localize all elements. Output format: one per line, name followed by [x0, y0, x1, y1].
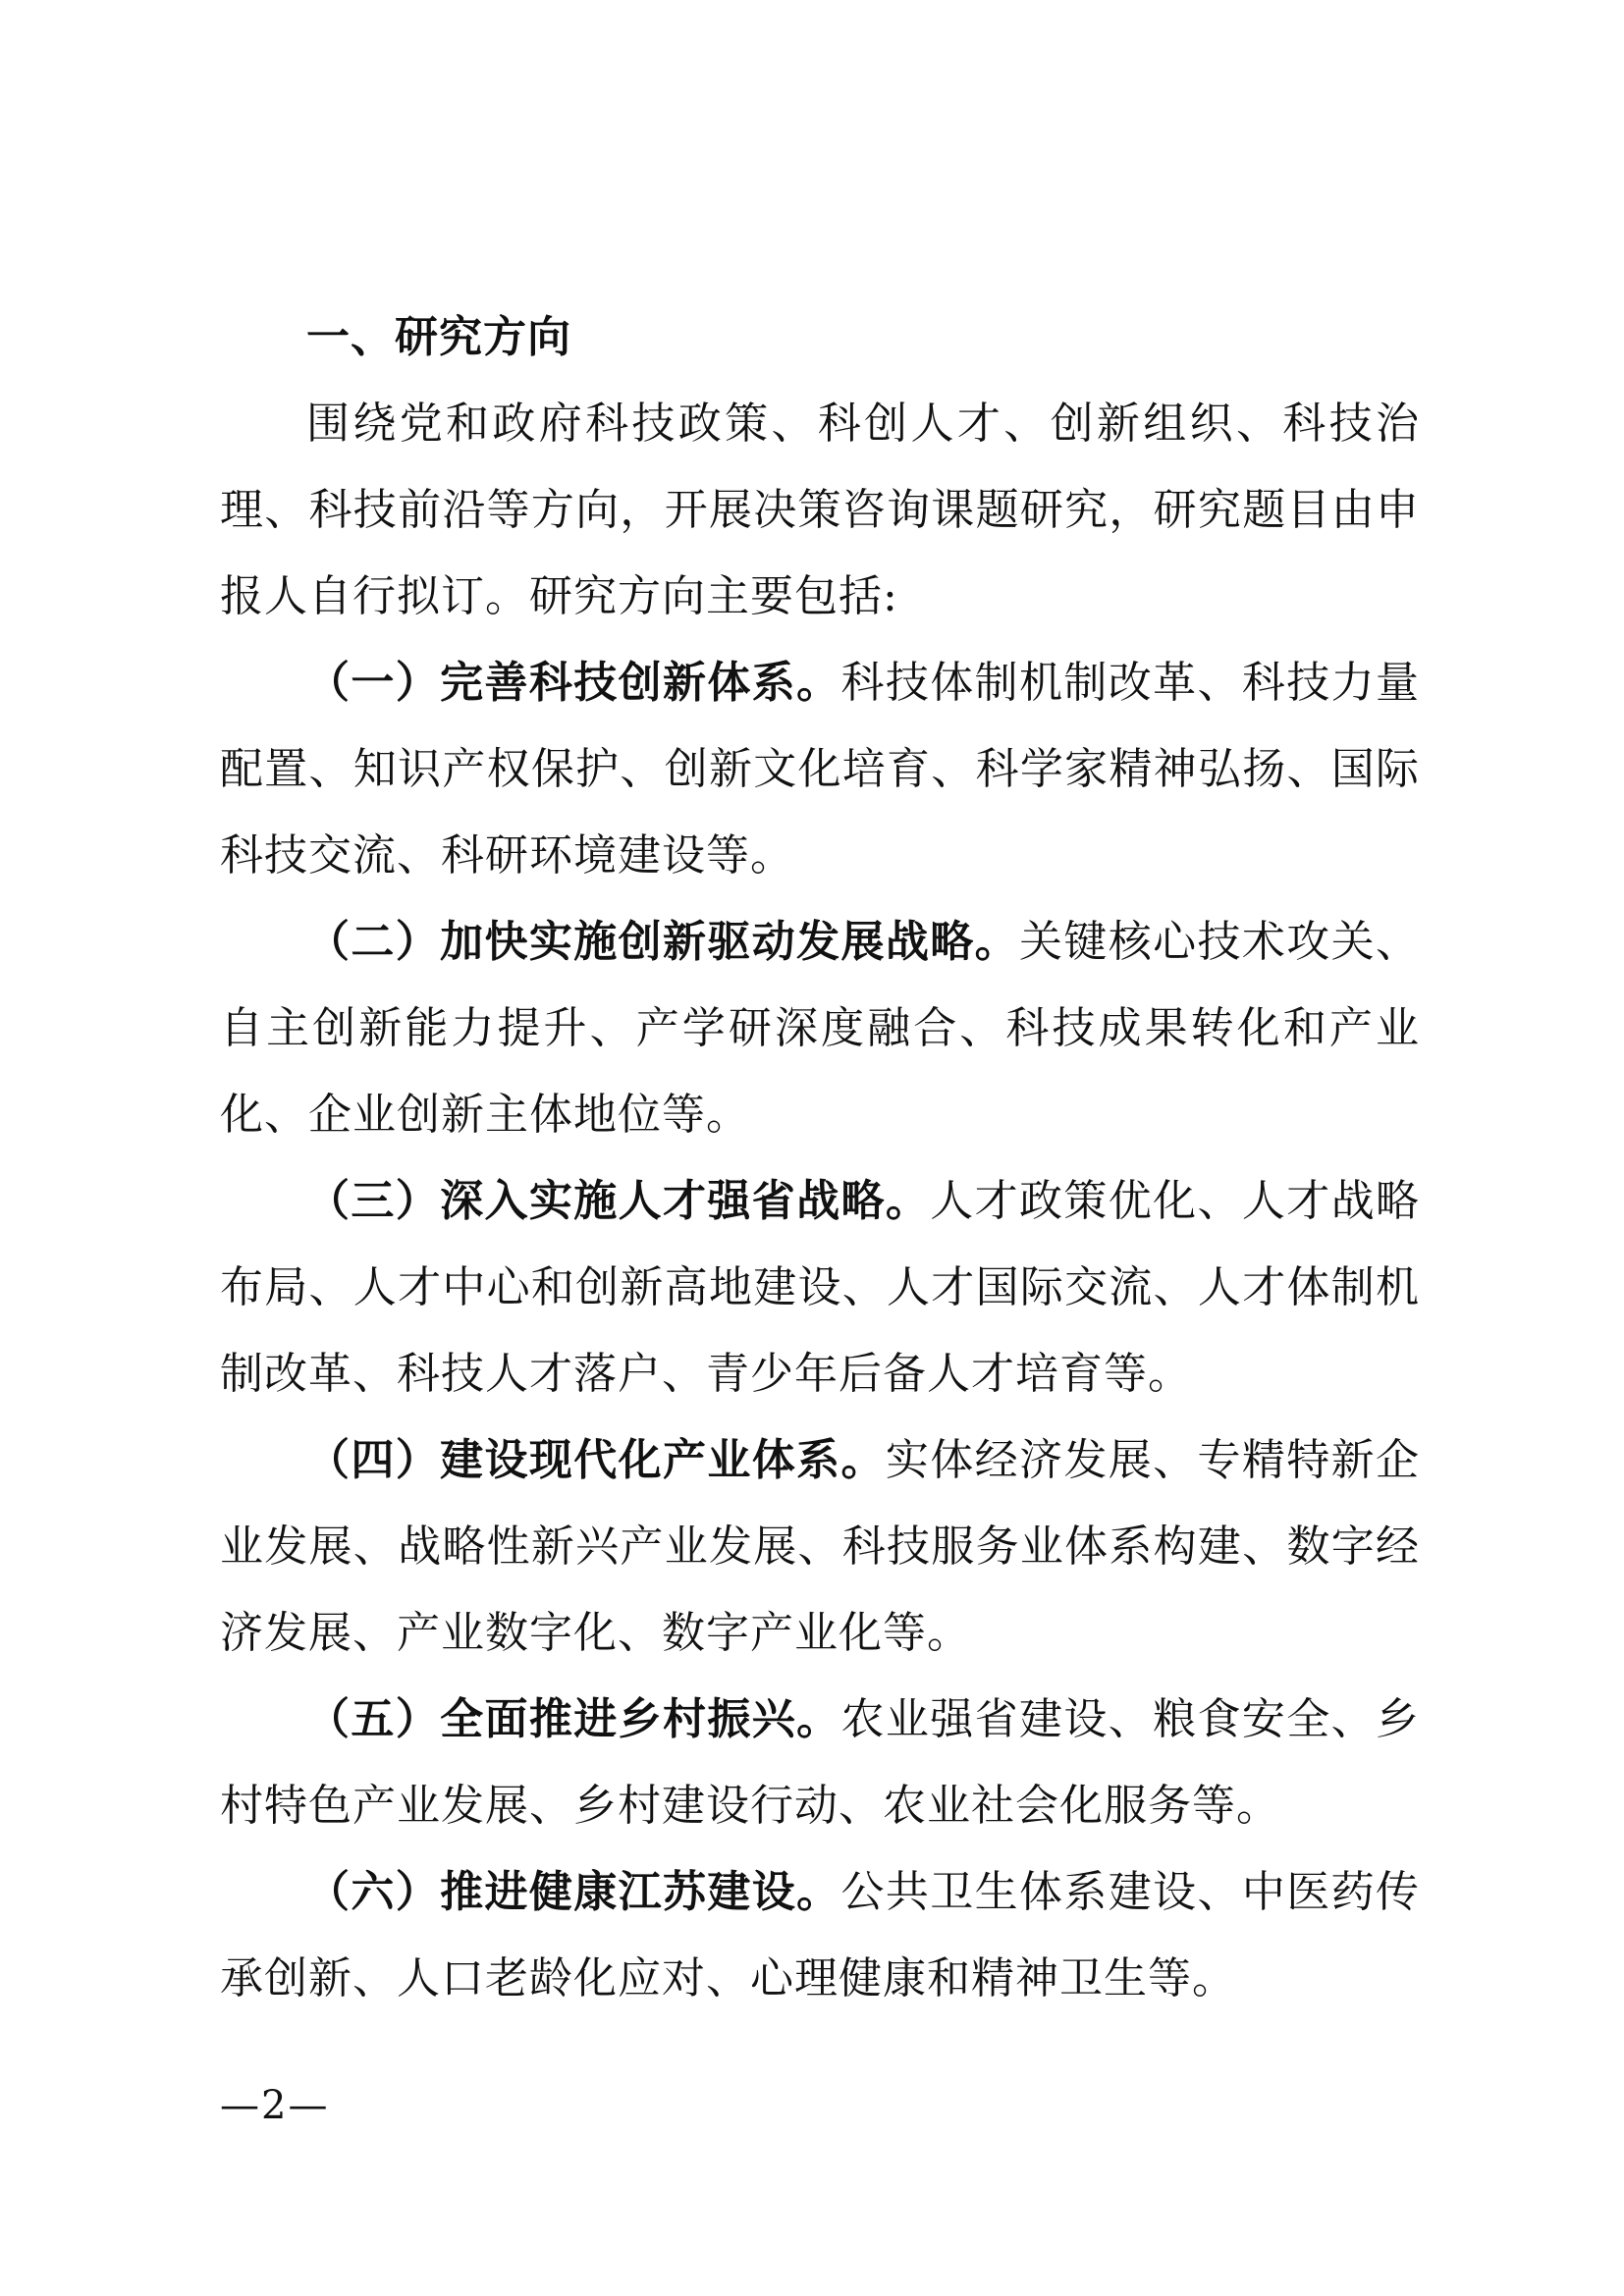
- item-lead-6: （六）推进健康江苏建设。: [306, 1867, 841, 1917]
- item-text-1: 科技体制机制改革、科技力量配置、知识产权保护、创新文化培育、科学家精神弘扬、国际科技交流、科研环境建设等。: [220, 658, 1420, 881]
- item-text-5: 农业强省建设、粮食安全、乡村特色产业发展、乡村建设行动、农业社会化服务等。: [220, 1694, 1420, 1831]
- item-lead-2: （二）加快实施创新驱动发展战略。: [306, 917, 1019, 967]
- item-lead-4: （四）建设现代化产业体系。: [306, 1435, 886, 1485]
- item-text-4: 实体经济发展、专精特新企业发展、战略性新兴产业发展、科技服务业体系构建、数字经济发展、产业数字化、数字产业化等。: [220, 1435, 1420, 1658]
- item-text-2: 关键核心技术攻关、自主创新能力提升、产学研深度融合、科技成果转化和产业化、企业创新主体地位等。: [220, 917, 1420, 1140]
- item-paragraph-5: [220, 1677, 1420, 1849]
- item-paragraph-6: [220, 1849, 1420, 2022]
- item-lead-1: （一）完善科技创新体系。: [306, 658, 841, 708]
- item-lead-3: （三）深入实施人才强省战略。: [306, 1176, 931, 1226]
- page-number: —2—: [220, 2083, 330, 2128]
- intro-paragraph: 围绕党和政府科技政策、科创人才、创新组织、科技治理、科技前沿等方向，开展决策咨询课题研究，研究题目由申报人自行拟订。研究方向主要包括:: [220, 399, 1420, 621]
- item-paragraph-4: [220, 1417, 1420, 1677]
- item-text-3: 人才政策优化、人才战略布局、人才中心和创新高地建设、人才国际交流、人才体制机制改革、科技人才落户、青少年后备人才培育等。: [220, 1176, 1420, 1399]
- item-text-6: 公共卫生体系建设、中医药传承创新、人口老龄化应对、心理健康和精神卫生等。: [220, 1867, 1420, 2003]
- item-paragraph-1: [220, 640, 1420, 899]
- item-paragraph-3: [220, 1158, 1420, 1417]
- section-heading: 一、研究方向: [306, 312, 571, 362]
- item-paragraph-2: [220, 899, 1420, 1158]
- item-lead-5: （五）全面推进乡村振兴。: [306, 1694, 841, 1744]
- document-body: [220, 294, 1420, 2022]
